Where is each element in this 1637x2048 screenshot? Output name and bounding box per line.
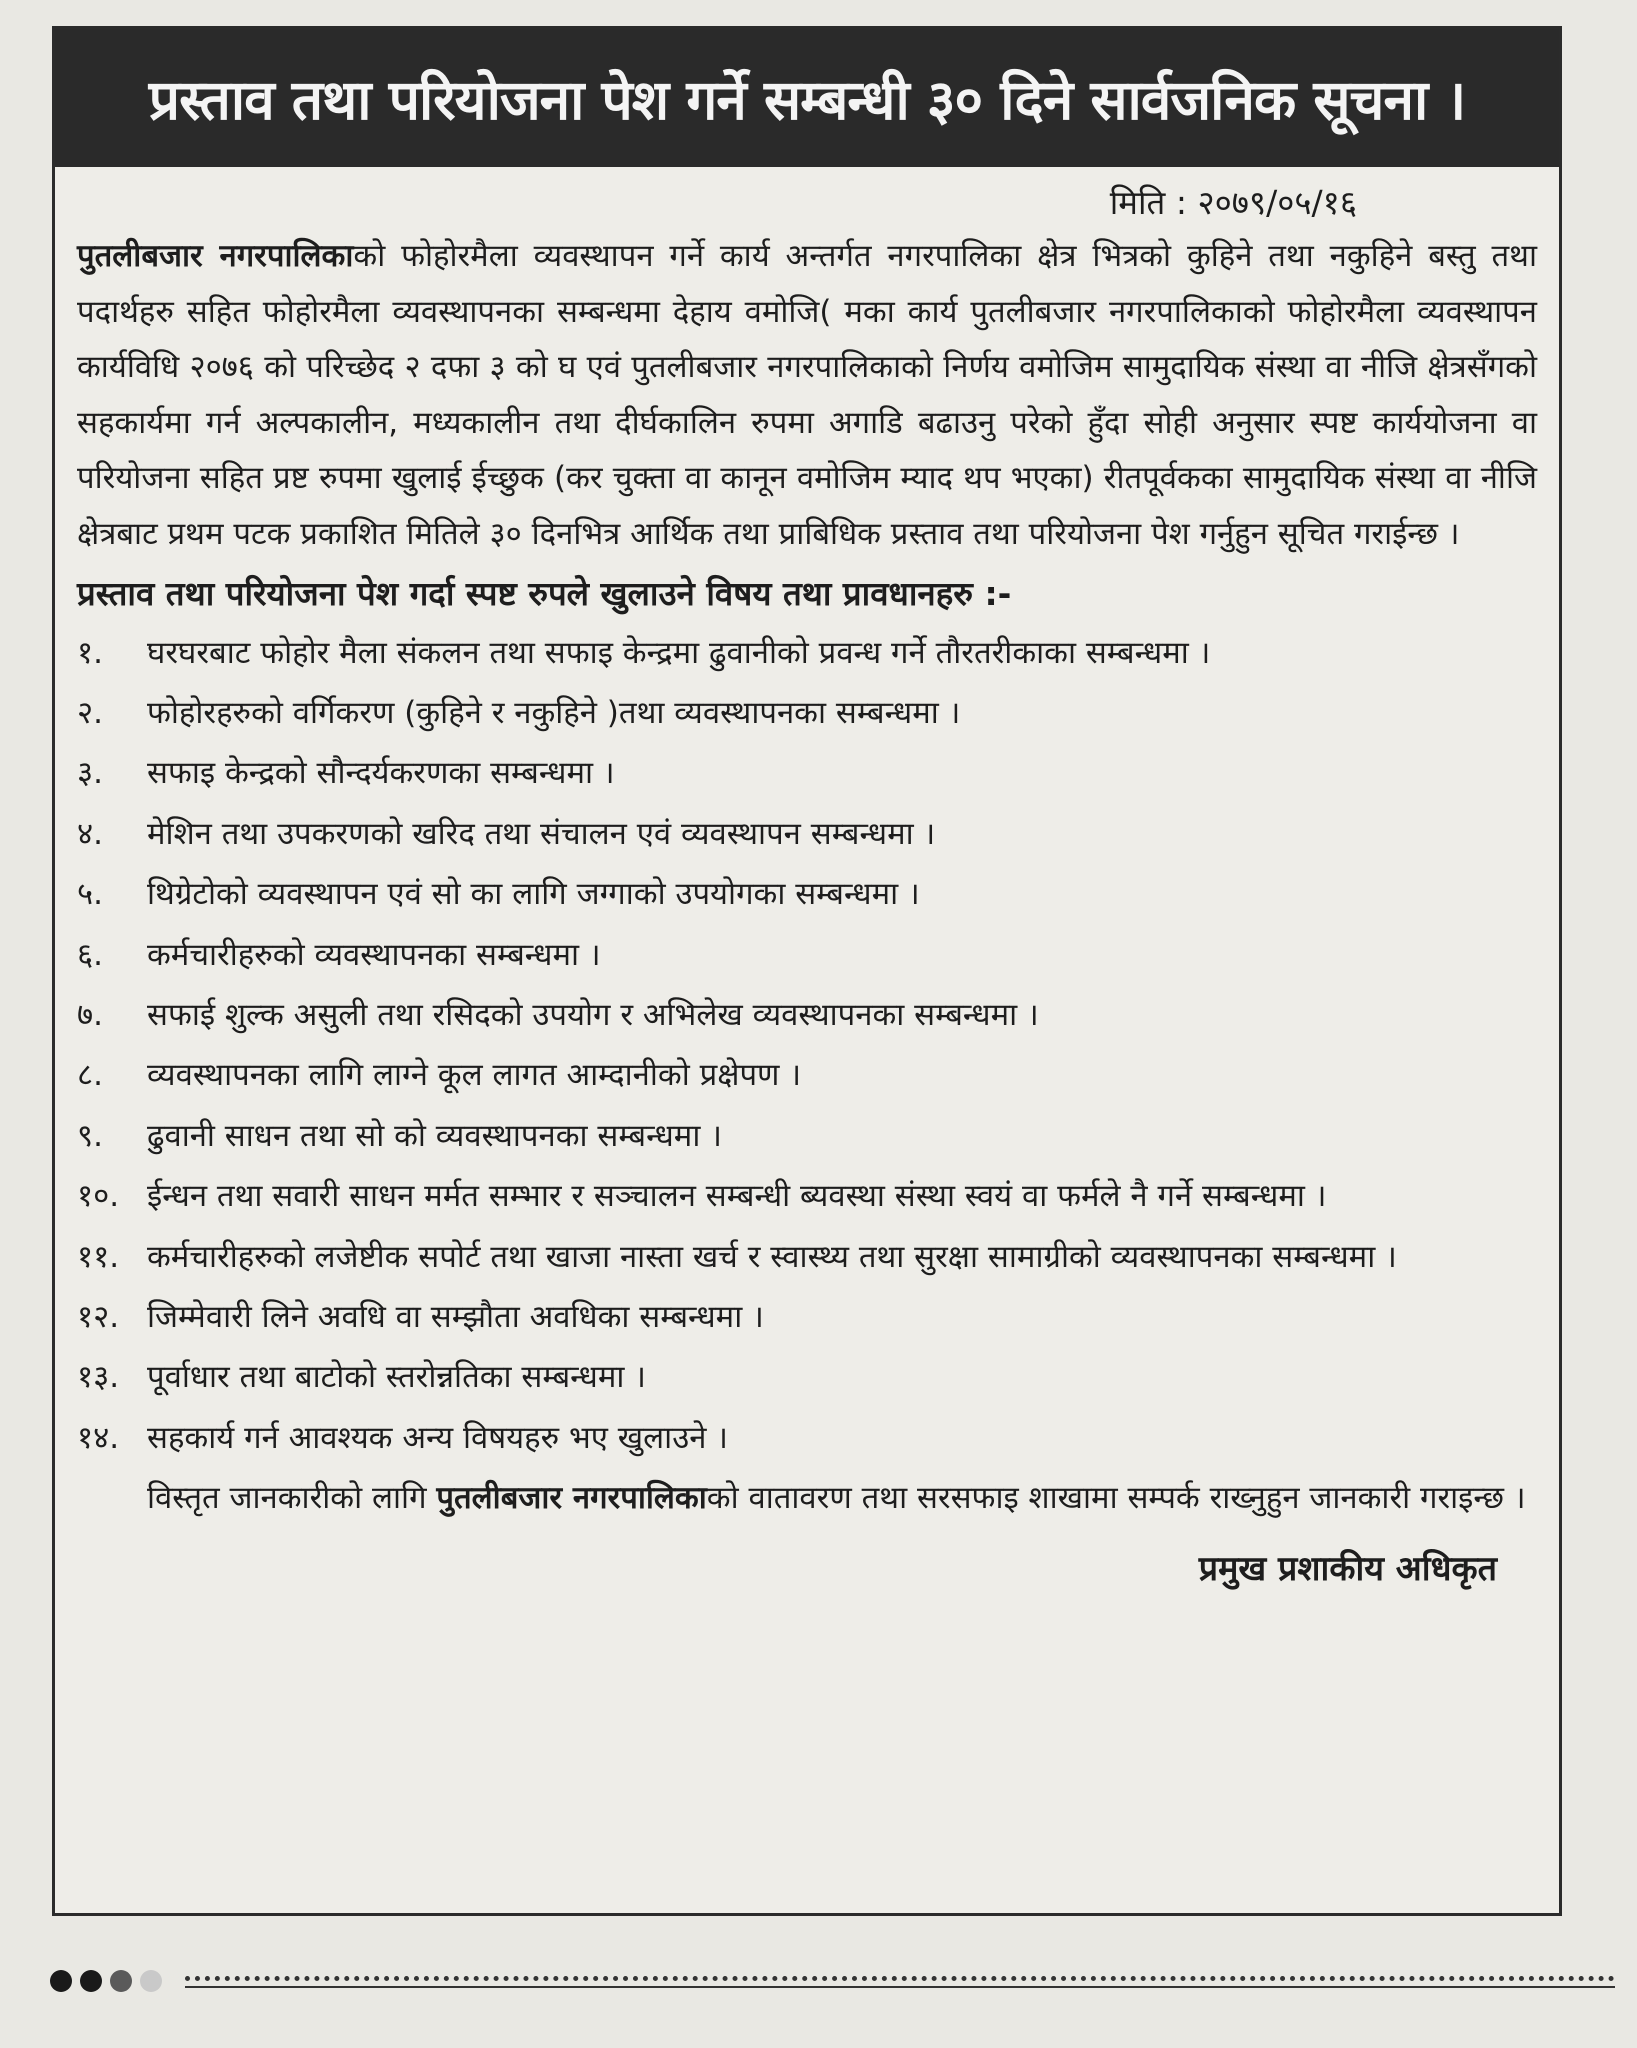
signature: प्रमुख प्रशाकीय अधिकृत — [1198, 1549, 1497, 1590]
provision-item — [77, 1045, 1537, 1105]
provision-number: १०. — [77, 1178, 120, 1215]
provision-text: सहकार्य गर्न आवश्यक अन्य विषयहरु भए खुलाउने । — [147, 1419, 729, 1456]
municipality-name: पुतलीबजार नगरपालिका — [77, 238, 354, 274]
public-notice — [52, 26, 1562, 1916]
provision-item — [77, 985, 1537, 1045]
provision-number: ३. — [77, 755, 103, 792]
dot-icon — [50, 1970, 72, 1992]
provision-number: ६. — [77, 936, 103, 973]
provision-text: कर्मचारीहरुको व्यवस्थापनका सम्बन्धमा । — [147, 936, 601, 973]
notice-title-banner — [55, 29, 1559, 167]
notice-content — [55, 167, 1559, 1590]
provision-number: ४. — [77, 815, 103, 852]
provision-number: ७. — [77, 997, 103, 1033]
contact-municipality: पुतलीबजार नगरपालिका — [436, 1480, 707, 1517]
dot-icon — [80, 1970, 102, 1992]
provision-item — [77, 1166, 1537, 1226]
provision-item — [77, 1227, 1537, 1287]
intro-paragraph — [77, 229, 1537, 563]
footer-rule — [185, 1976, 1615, 1981]
provision-text: व्यवस्थापनका लागि लाग्ने कूल लागत आम्दानीको प्रक्षेपण । — [147, 1057, 802, 1094]
provision-item — [77, 623, 1537, 683]
notice-title: प्रस्ताव तथा परियोजना पेश गर्ने सम्बन्धी ३० दिने सार्वजनिक सूचना । — [148, 67, 1466, 132]
provision-number: १२. — [77, 1299, 120, 1336]
provision-number: ९. — [77, 1117, 103, 1154]
dot-icon — [140, 1970, 162, 1992]
footer-rule-line — [185, 1986, 1615, 1988]
intro-text: को फोहोरमैला व्यवस्थापन गर्ने कार्य अन्तर्गत नगरपालिका क्षेत्र भित्रको कुहिने तथा नकुहिने बस्तु तथा पदार्थहरु सहित फोहोरमैला व्यवस्थापनका सम्बन्धमा देहाय वमोजि( मका कार्य पुतलीबजार नगरपालिकाको फोहोरमैला व्यवस्थापन कार्यविधि २०७६ को परिच्छेद २ दफा ३ को घ एवं पुतलीबजार नगरपालिकाको निर्णय वमोजिम सामुदायिक संस्था वा नीजि क्षेत्रसँगको सहकार्यमा गर्न अल्पकालीन, मध्यकालीन तथा दीर्घकालिन रुपमा अगाडि बढाउनु परेको हुँदा सोही अनुसार स्पष्ट कार्ययोजना वा परियोजना सहित प्रष्ट रुपमा खुलाई ईच्छुक (कर चुक्ता वा कानून वमोजिम म्याद थप भएका) रीतपूर्वकका सामुदायिक संस्था वा नीजि क्षेत्रबाट प्रथम पटक प्रकाशित मितिले ३० दिनभित्र आर्थिक तथा प्राबिधिक प्रस्ताव तथा परियोजना पेश गर्नुहुन सूचित गराईन्छ । — [77, 238, 1537, 552]
provision-text: मेशिन तथा उपकरणको खरिद तथा संचालन एवं व्यवस्थापन सम्बन्धमा । — [147, 815, 936, 852]
notice-date: मिति : २०७९/०५/१६ — [1109, 183, 1357, 222]
provision-text: थिग्रेटोको व्यवस्थापन एवं सो का लागि जग्गाको उपयोगका सम्बन्धमा । — [147, 876, 920, 913]
contact-note-pre: विस्तृत जानकारीको लागि — [147, 1480, 437, 1517]
provision-item — [77, 1347, 1537, 1407]
contact-note-post: को वातावरण तथा सरसफाइ शाखामा सम्पर्क राख्नुहुन जानकारी गराइन्छ । — [706, 1480, 1526, 1517]
provision-text: घरघरबाट फोहोर मैला संकलन तथा सफाइ केन्द्रमा ढुवानीको प्रवन्ध गर्ने तौरतरीकाका सम्बन्धमा । — [147, 634, 1211, 671]
provision-text: कर्मचारीहरुको लजेष्टीक सपोर्ट तथा खाजा नास्ता खर्च र स्वास्थ्य तथा सुरक्षा सामाग्रीको व्यवस्थापनका सम्बन्धमा । — [147, 1238, 1397, 1275]
provision-text: ढुवानी साधन तथा सो को व्यवस्थापनका सम्बन्धमा । — [147, 1117, 722, 1154]
provision-number: १४. — [77, 1419, 120, 1456]
provision-item — [77, 864, 1537, 924]
provision-number: ५. — [77, 876, 103, 913]
provision-text: फोहोरहरुको वर्गिकरण (कुहिने र नकुहिने )तथा व्यवस्थापनका सम्बन्धमा । — [147, 694, 961, 731]
provisions-heading: प्रस्ताव तथा परियोजना पेश गर्दा स्पष्ट रुपले खुलाउने विषय तथा प्रावधानहरु :- — [77, 573, 1012, 613]
provision-number: २. — [77, 694, 103, 731]
provision-item — [77, 743, 1537, 803]
page-dots-decoration — [50, 1970, 162, 1992]
provision-item — [77, 925, 1537, 985]
provision-number: ८. — [77, 1057, 103, 1094]
provision-number: १३. — [77, 1359, 120, 1396]
provision-text: जिम्मेवारी लिने अवधि वा सम्झौता अवधिका सम्बन्धमा । — [147, 1299, 764, 1336]
dot-icon — [110, 1970, 132, 1992]
provision-item — [77, 1106, 1537, 1166]
provisions-list — [77, 623, 1537, 1469]
provision-item — [77, 1408, 1537, 1468]
provision-item — [77, 683, 1537, 743]
provision-number: ११. — [77, 1238, 120, 1275]
provision-text: सफाइ केन्द्रको सौन्दर्यकरणका सम्बन्धमा । — [147, 755, 615, 792]
provision-text: सफाई शुल्क असुली तथा रसिदको उपयोग र अभिलेख व्यवस्थापनका सम्बन्धमा । — [147, 997, 1039, 1033]
provision-text: ईन्धन तथा सवारी साधन मर्मत सम्भार र सञ्चालन सम्बन्धी ब्यवस्था संस्था स्वयं वा फर्मले नै गर्ने सम्बन्धमा । — [147, 1178, 1327, 1215]
provision-item — [77, 804, 1537, 864]
provision-item — [77, 1287, 1537, 1347]
provision-number: १. — [77, 634, 103, 671]
provision-text: पूर्वाधार तथा बाटोको स्तरोन्नतिका सम्बन्धमा । — [147, 1359, 646, 1396]
contact-note — [77, 1468, 1537, 1528]
